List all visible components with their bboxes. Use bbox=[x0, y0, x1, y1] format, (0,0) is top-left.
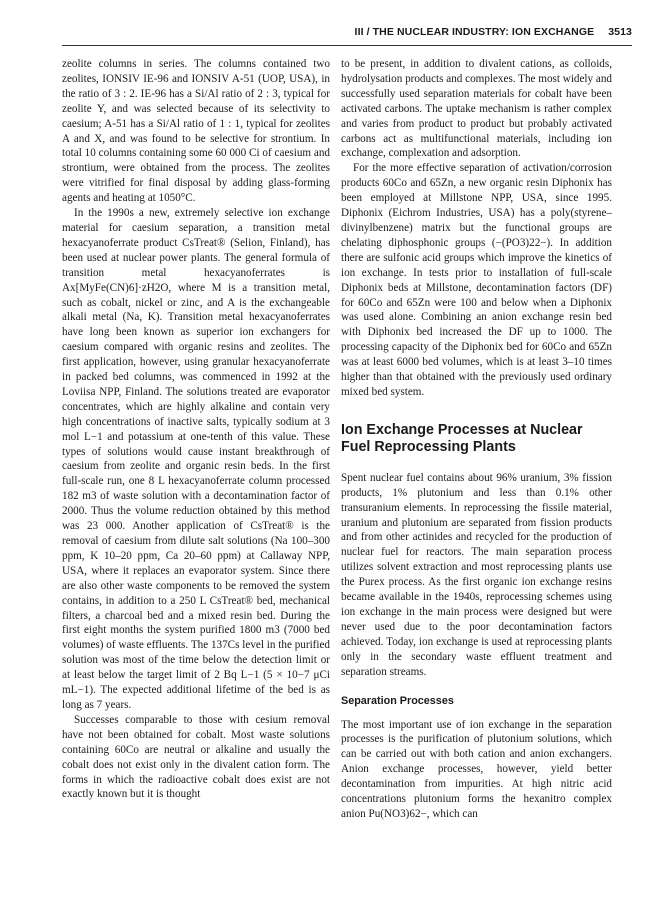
paragraph: Successes comparable to those with cesium removal have not been obtained for cobalt. Most waste solutions containing 60Co are neutral or alkaline and usually the cobalt does not exist only in the divalent cation form. The forms in which the radioactive cobalt does exist are not exactly known but it is thought bbox=[62, 713, 330, 801]
paragraph: For the more effective separation of activation/corrosion products 60Co and 65Zn, a new organic resin Diphonix has been employed at Millstone NPP, USA, since 1995. Diphonix (Eichrom Industries, USA) has a poly(styrene–divinylbenzene) matrix but the functional groups are chelating diphosphonic groups (−(PO3)22−). In addition there are sulfonic acid groups which improve the kinetics of ion exchange. In tests prior to installation of full-scale Diphonix beds at Millstone, decontamination factors (DF) for 60Co and 65Zn were 100 and below when a Diphonix was used alone. Combining an anion exchange resin bed with Diphonix bed increased the DF up to 1000. The processing capacity of the Diphonix bed for 60Co and 65Zn was at least 6000 bed volumes, which is at least 3–10 times higher than that obtained with the previously used ordinary mixed bed system. bbox=[341, 162, 612, 398]
paragraph: In the 1990s a new, extremely selective ion exchange material for caesium separation, a transition metal hexacyanoferrate product CsTreat® (Selion, Finland), has been used at nuclear power plants. The general formula of transition metal hexacyanoferrates is Ax[MyFe(CN)6]·zH2O, where M is a transition metal, such as cobalt, nickel or zinc, and A is the exchangeable alkali metal (Na, K). Transition metal hexacyanoferrates have long been known as superior ion exchangers for caesium compared with organic resins and zeolites. The first application, however, using granular hexacyanoferrate in packed bed columns, was commenced in 1992 at the Loviisa NPP, Finland. The solutions treated are evaporator concentrates, which are highly alkaline and contain very high concentrations of inactive salts, typically sodium at 3 mol L−1 and potassium at one-tenth of this value. These types of solutions would cause instant breakthrough of caesium from zeolite and organic resin beds. In the first full-scale run, one 8 L hexacyanoferrate column processed 182 m3 of waste solution with a decontamination factor of 2000. Thus the volume reduction obtained by this method was 23 000. Another application of CsTreat® is the removal of caesium from dilute salt solutions (Na 100–300 ppm, K 10–20 ppm, Ca 20–60 ppm) at Callaway NPP, USA, where it replaces an evaporator system. Since there are also other waste components to be removed the system contains, in addition to a 250 L CsTreat® bed, mechanical filters, a charcoal bed and a mixed resin bed. During the first eight months the system purified 1800 m3 (7000 bed volumes) of waste effluents. The 137Cs level in the purified solution was most of the time below the detection limit or at least below the target limit of 2 Bq L−1 (5 × 10−7 μCi mL−1). The expected additional lifetime of the bed is as long as 7 years. bbox=[62, 207, 330, 711]
page-number: 3513 bbox=[608, 26, 632, 38]
paragraph: Spent nuclear fuel contains about 96% uranium, 3% fission products, 1% plutonium and less than 0.1% other transuranium elements. In reprocessing the fissile material, uranium and plutonium are separated from fission products and from other actinides and recycled for the production of nuclear fuel for reactors. The main separation process utilizes solvent extraction and most reprocessing plants use the Purex process. As the first organic ion exchange resins became available in the 1940s, reprocessing schemes using ion exchange in the main process were designed but were never used due to the poor decontamination factors achieved. Today, ion exchange is used at reprocessing plants only in the secondary waste effluent treatment and separation streams. bbox=[341, 471, 612, 678]
paragraph: zeolite columns in series. The columns contained two zeolites, IONSIV IE-96 and IONSIV A-51 (UOP, USA), in the ratio of 3 : 2. IE-96 has a Si/Al ratio of 2 : 3, typical for zeolite Y, and was selected because of its selectivity to caesium; A-51 has a Si/Al ratio of 1 : 1, typical for zeolites A and X, and was found to be selective for strontium. In total 10 columns containing some 60 000 Ci of caesium and strontium, were obtained from the process. The zeolites were vitrified for final disposal by adding glass-forming agents and heating at 1050°C. bbox=[62, 58, 330, 205]
left-column bbox=[62, 57, 330, 802]
right-column bbox=[341, 57, 612, 822]
paragraph: The most important use of ion exchange in the separation processes is the purification of plutonium solutions, which can be carried out with both cation and anion exchangers. Anion exchange processes, however, yield better decontamination from impurities. At high nitric acid concentrations plutonium forms the hexanitro complex anion Pu(NO3)62−, which can bbox=[341, 718, 612, 820]
paragraph: to be present, in addition to divalent cations, as colloids, hydrolysation products and complexes. The most widely and successfully used separation materials for cobalt have been activated carbons. The uptake mechanism is rather complex and varies from product to product but probably activated carbons act as multifunctional materials, including ion exchange, complexation and adsorption. bbox=[341, 58, 612, 160]
section-heading: Ion Exchange Processes at Nuclear Fuel Reprocessing Plants bbox=[341, 421, 583, 456]
header-rule bbox=[62, 45, 632, 46]
running-title: III / THE NUCLEAR INDUSTRY: ION EXCHANGE bbox=[354, 26, 595, 38]
running-header bbox=[62, 26, 632, 38]
subsection-heading: Separation Processes bbox=[341, 694, 454, 707]
